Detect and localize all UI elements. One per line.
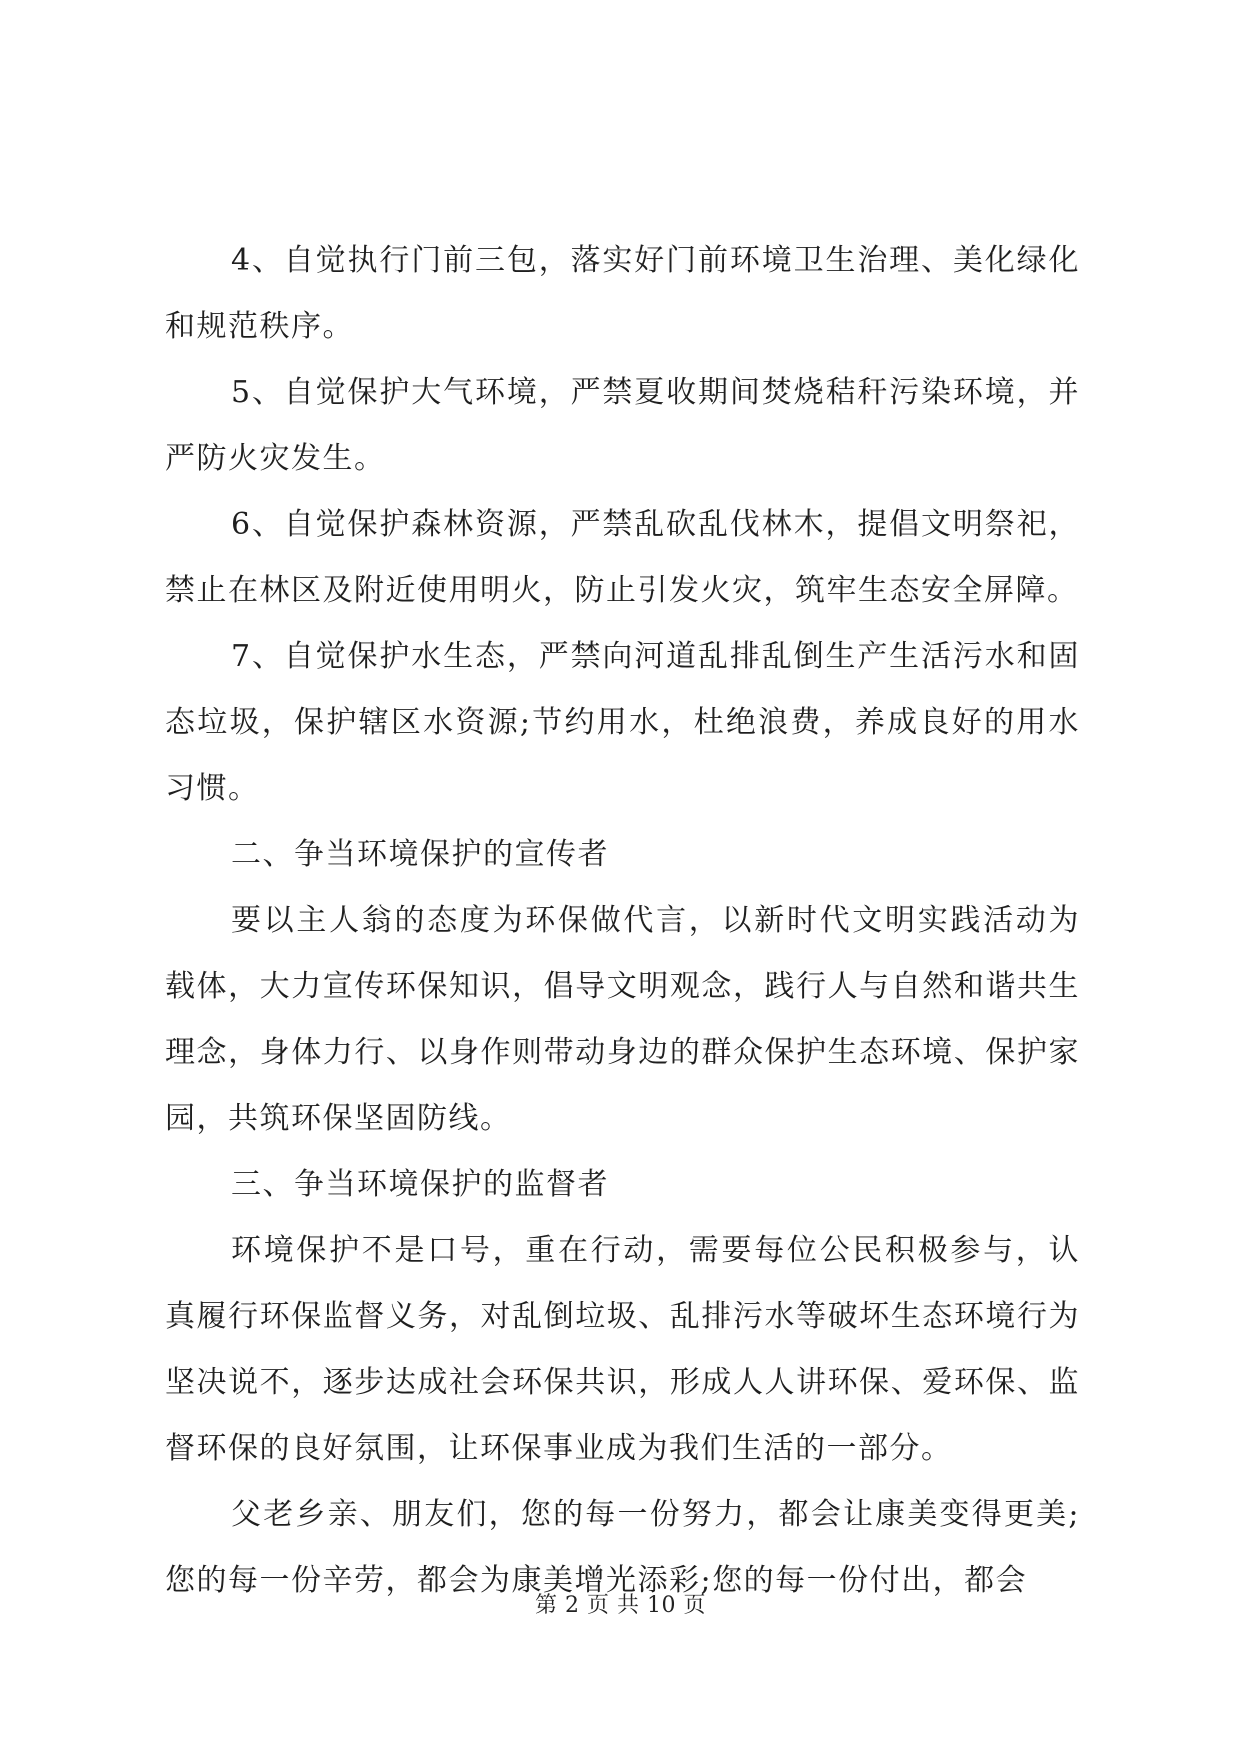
paragraph-publicist: 要以主人翁的态度为环保做代言，以新时代文明实践活动为载体，大力宣传环保知识，倡导文明观念，践行人与自然和谐共生理念，身体力行、以身作则带动身边的群众保护生态环境、保护家园，共筑环保坚固防线。 [165, 903, 1080, 1136]
paragraph-item-6: 6、自觉保护森林资源，严禁乱砍乱伐林木，提倡文明祭祀，禁止在林区及附近使用明火，防止引发火灾，筑牢生态安全屏障。 [165, 507, 1080, 608]
document-body [165, 228, 1080, 1614]
page-number: 第 2 页 共 10 页 [535, 1593, 706, 1618]
paragraph-item-7: 7、自觉保护水生态，严禁向河道乱排乱倒生产生活污水和固态垃圾，保护辖区水资源;节约用水，杜绝浪费，养成良好的用水习惯。 [165, 639, 1080, 806]
paragraph-item-4: 4、自觉执行门前三包，落实好门前环境卫生治理、美化绿化和规范秩序。 [165, 243, 1080, 344]
paragraph-closing: 父老乡亲、朋友们，您的每一份努力，都会让康美变得更美;您的每一份辛劳，都会为康美增光添彩;您的每一份付出，都会 [165, 1497, 1080, 1598]
page-footer [0, 1588, 1241, 1619]
section-heading-supervisor: 三、争当环境保护的监督者 [231, 1167, 609, 1202]
paragraph-item-5: 5、自觉保护大气环境，严禁夏收期间焚烧秸秆污染环境，并严防火灾发生。 [165, 375, 1080, 476]
section-heading-publicist: 二、争当环境保护的宣传者 [231, 837, 609, 872]
paragraph-supervisor: 环境保护不是口号，重在行动，需要每位公民积极参与，认真履行环保监督义务，对乱倒垃圾、乱排污水等破坏生态环境行为坚决说不，逐步达成社会环保共识，形成人人讲环保、爱环保、监督环保的良好氛围，让环保事业成为我们生活的一部分。 [165, 1233, 1080, 1466]
